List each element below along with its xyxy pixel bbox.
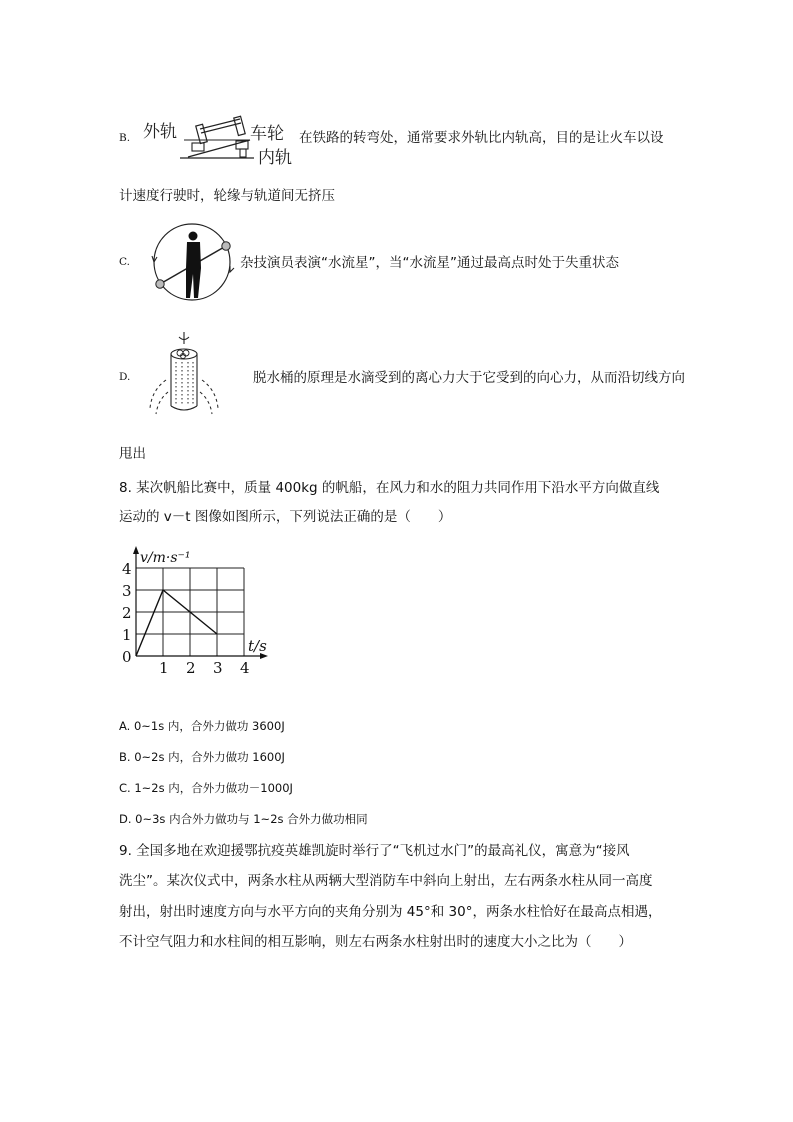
- x-tick-label: 3: [213, 659, 223, 676]
- y-axis-label: v/m·s⁻¹: [140, 550, 191, 566]
- x-axis-label: t/s: [248, 637, 267, 655]
- optC-text: 杂技演员表演“水流星”，当“水流星”通过最高点时处于失重状态: [240, 255, 619, 271]
- q9-stem-line2: 洗尘”。某次仪式中，两条水柱从两辆大型消防车中斜向上射出，左右两条水柱从同一高度: [119, 873, 653, 889]
- q8-option-a[interactable]: A. 0~1s 内，合外力做功 3600J: [119, 719, 285, 733]
- q8-option-d[interactable]: D. 0~3s 内合外力做功与 1~2s 合外力做功相同: [119, 812, 368, 826]
- y-tick-label: 2: [122, 604, 132, 622]
- q9-stem-line4: 不计空气阻力和水柱间的相互影响，则左右两条水柱射出时的速度大小之比为（ ）: [119, 934, 632, 950]
- x-tick-label: 2: [186, 659, 196, 676]
- series-line: [136, 590, 217, 656]
- option-label: C.: [119, 256, 130, 268]
- y-tick-label: 4: [122, 560, 132, 578]
- option-label: B.: [119, 132, 131, 144]
- optD-text-line2: 甩出: [119, 446, 146, 462]
- fig-wheel-label: 车轮: [250, 124, 284, 144]
- y-tick-label: 1: [122, 626, 132, 644]
- x-tick-label: 4: [240, 659, 250, 676]
- q8-option-b[interactable]: B. 0~2s 内，合外力做功 1600J: [119, 750, 285, 764]
- y-axis-arrow: [133, 546, 139, 554]
- optD-text-line1: 脱水桶的原理是水滴受到的离心力大于它受到的向心力，从而沿切线方向: [253, 370, 685, 386]
- q9-stem-line3: 射出，射出时速度方向与水平方向的夹角分别为 45°和 30°，两条水柱恰好在最高点相遇，: [119, 904, 662, 920]
- rail-turn-figure: [140, 103, 300, 167]
- optB-text-line1: 在铁路的转弯处，通常要求外轨比内轨高，目的是让火车以设: [299, 130, 664, 146]
- y-tick-label: 3: [122, 582, 132, 600]
- chart-series: [136, 590, 217, 656]
- q8-option-c[interactable]: C. 1~2s 内，合外力做功－1000J: [119, 781, 293, 795]
- option-label: D.: [119, 371, 131, 383]
- spin-dryer-figure: [146, 330, 234, 425]
- optB-text-line2: 计速度行驶时，轮缘与轨道间无挤压: [119, 188, 335, 204]
- q8-stem-line1: 8. 某次帆船比赛中，质量 400kg 的帆船，在风力和水的阻力共同作用下沿水平方向做直线: [119, 480, 660, 496]
- v-t-chart: [112, 536, 282, 676]
- q8-stem-line2: 运动的 v－t 图像如图所示，下列说法正确的是（ ）: [119, 509, 452, 525]
- x-tick-label: 1: [159, 659, 169, 676]
- chart-axes: [133, 546, 268, 659]
- fig-inner-rail-label: 内轨: [258, 148, 292, 167]
- water-meteor-figure: [146, 222, 242, 306]
- origin-label: 0: [122, 648, 132, 666]
- chart-ticks: [122, 560, 250, 676]
- q9-stem-line1: 9. 全国多地在欢迎援鄂抗疫英雄凯旋时举行了“飞机过水门”的最高礼仪，寓意为“接风: [119, 843, 630, 859]
- fig-outer-rail-label: 外轨: [143, 122, 177, 142]
